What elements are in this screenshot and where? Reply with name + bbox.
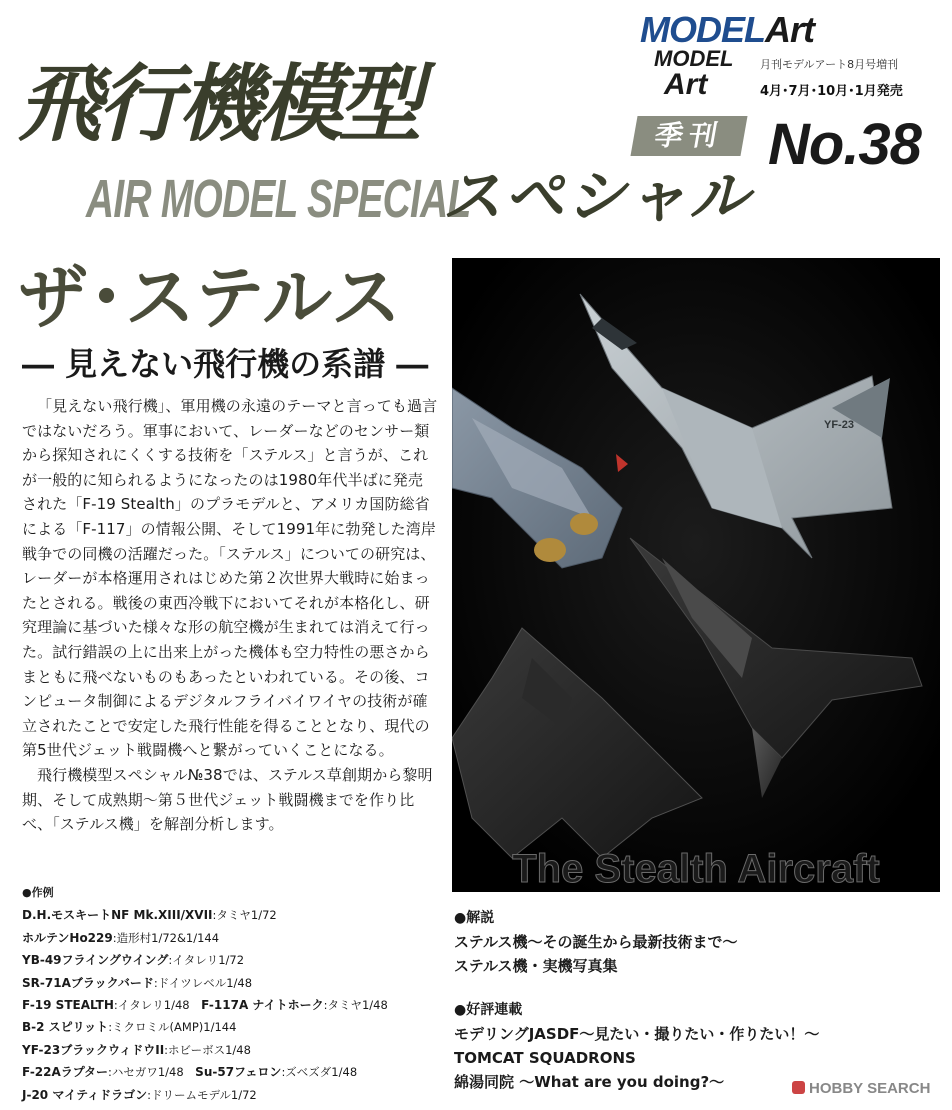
- work-name: F-117A ナイトホーク: [201, 998, 324, 1013]
- works-row: [22, 904, 442, 926]
- work-name: F-22Aラプター: [22, 1065, 108, 1080]
- work-maker: :タミヤ1/48: [323, 998, 388, 1013]
- contents-side: [454, 906, 934, 1094]
- work-maker: :ホビーボス1/48: [164, 1042, 251, 1057]
- works-heading: ●作例: [22, 886, 54, 899]
- yf23-serial-text: YF-23: [824, 419, 854, 431]
- feature-title: ザ･ステルス: [18, 256, 402, 339]
- commentary-item: ステルス機・実機写真集: [454, 957, 618, 975]
- work-maker: :造形村1/72&1/144: [112, 930, 220, 945]
- stealth-aircraft-illustration: [452, 258, 940, 892]
- work-maker: :ズベズダ1/48: [281, 1065, 358, 1080]
- watermark-text: HOBBY SEARCH: [809, 1080, 931, 1097]
- special-kana-text: スペシャル: [442, 162, 751, 232]
- work-name: ホルテンHo229: [22, 930, 113, 945]
- commentary-heading: ●解説: [454, 910, 495, 926]
- body-paragraph: 「見えない飛行機」、軍用機の永遠のテーマと言っても過言ではないだろう。軍事において、レーダーなどのセンサー類から探知されにくくする技術を「ステルス」と言うが、これが一般的に知られるようになったのは1980年代半ばに発売された「F-19 Stealth」のプラモデルと、アメリカ国防総省による「F-117」の情報公開、そして1991年に勃発した湾岸戦争での同機の活躍だった。「ステルス」についての研究は、レーダーが本格運用されはじめた第２次世界大戦時に始まったとされる。戦後の東西冷戦下においてそれが本格化し、研究理論に基づいた様々な形の航空機が生まれては消えて行った。試行錯誤の上に出来上がった機体も空力特性の悪さからまともに飛べないものもあったといわれている。その後、コンピュータ制御によるデジタルフライバイワイヤの技術が確立されたことで安定した飛行性能を得ることとなり、現代の第5世代ジェット戦闘機へと繋がっていくことになる。: [22, 397, 438, 760]
- work-maker: :イタレリ1/72: [168, 953, 245, 968]
- work-name: D.H.モスキートNF Mk.XIII/XVII: [22, 908, 213, 923]
- brand-model-text: MODEL: [640, 9, 765, 50]
- brand-art-text: Art: [765, 9, 814, 50]
- works-row: [22, 927, 442, 949]
- brand-monthly-note: 月刊モデルアート8月号増刊: [760, 58, 899, 71]
- works-row: [22, 972, 442, 994]
- work-name: YF-23ブラックウィドウII: [22, 1042, 165, 1057]
- body-paragraph: 飛行機模型スペシャル№38では、ステルス草創期から黎明期、そして成熟期～第５世代ジェット戦闘機までを作り比べ、「ステルス機」を解剖分析します。: [22, 765, 433, 834]
- release-schedule: 4月･7月･10月･1月発売: [760, 84, 903, 99]
- hobby-search-logo-icon: [792, 1081, 805, 1094]
- work-name: F-19 STEALTH: [22, 998, 114, 1013]
- works-row: [22, 949, 442, 971]
- issue-number: No.38: [768, 112, 921, 177]
- work-maker: :ミクロミル(AMP)1/144: [108, 1020, 237, 1035]
- works-row: [22, 1039, 442, 1061]
- work-name: Su-57フェロン: [195, 1065, 282, 1080]
- magazine-title: 飛行機模型: [18, 55, 419, 153]
- work-maker: :ドイツレベル1/48: [153, 975, 253, 990]
- work-maker: :イタレリ1/48: [113, 998, 190, 1013]
- work-name: B-2 スピリット: [22, 1020, 109, 1035]
- work-name: YB-49フライングウイング: [22, 953, 169, 968]
- series-heading: ●好評連載: [454, 1002, 523, 1018]
- works-rows: [22, 904, 442, 1106]
- quarterly-badge: 季刊: [630, 116, 747, 156]
- cover-caption: The Stealth Aircraft: [512, 847, 880, 891]
- cover-photo: [452, 258, 940, 892]
- works-list: [22, 882, 442, 1106]
- works-row: [22, 1061, 442, 1083]
- feature-body: [22, 394, 438, 837]
- works-row: [22, 994, 442, 1016]
- series-item: TOMCAT SQUADRONS: [454, 1049, 636, 1067]
- work-name: SR-71Aブラックバード: [22, 975, 154, 990]
- series-item: 綿湯同院 ～What are you doing?～: [454, 1073, 725, 1091]
- works-row: [22, 1084, 442, 1106]
- title-brand-model: MODEL: [654, 46, 734, 71]
- title-brand-art: Art: [664, 68, 708, 101]
- air-model-special-text: AIR MODEL SPECIAL: [86, 169, 471, 229]
- series-item: モデリングJASDF～見たい・撮りたい・作りたい！～: [454, 1025, 820, 1043]
- work-name: J-20 マイティドラゴン: [22, 1087, 148, 1102]
- feature-subtitle: ― 見えない飛行機の系譜 ―: [22, 345, 429, 383]
- work-maker: :ドリームモデル1/72: [147, 1087, 257, 1102]
- work-maker: :ハセガワ1/48: [107, 1065, 184, 1080]
- work-maker: :タミヤ1/72: [212, 908, 277, 923]
- commentary-item: ステルス機～その誕生から最新技術まで～: [454, 933, 738, 951]
- magazine-brand-logo: [640, 10, 814, 50]
- works-row: [22, 1016, 442, 1038]
- hobby-search-watermark: [792, 1080, 930, 1097]
